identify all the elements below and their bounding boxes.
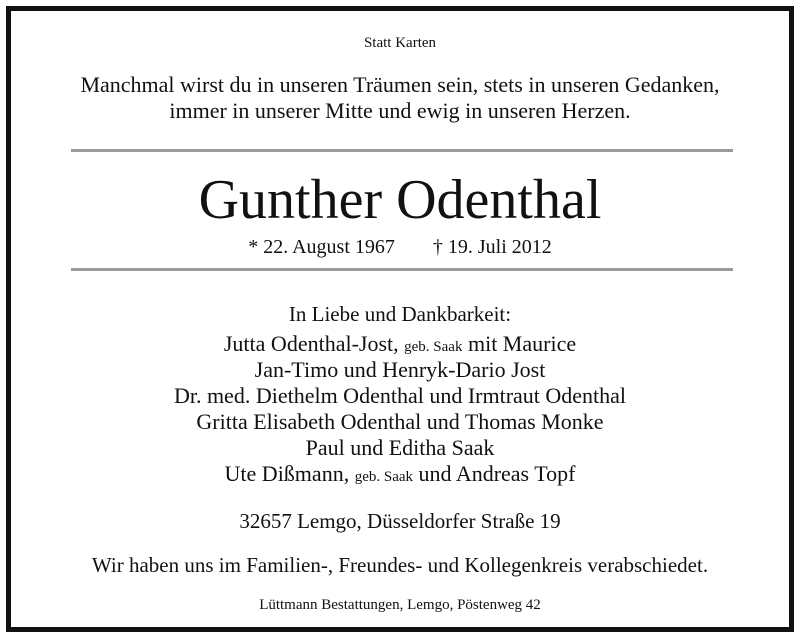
mourner-line: Gritta Elisabeth Odenthal und Thomas Monke: [196, 409, 604, 434]
life-dates: [11, 236, 789, 259]
deceased-name: Gunther Odenthal: [198, 169, 602, 231]
mourners-intro: In Liebe und Dankbarkeit:: [288, 302, 512, 326]
farewell-note: Wir haben uns im Familien-, Freundes- und Kollegenkreis verabschiedet.: [91, 553, 709, 577]
maiden-name-note: geb. Saak: [354, 469, 414, 485]
divider-bottom: [71, 268, 733, 271]
death-date: † 19. Juli 2012: [432, 236, 552, 258]
obituary-notice: [6, 6, 794, 632]
quote-line-1: Manchmal wirst du in unseren Träumen sein, stets in unseren Gedanken,: [80, 72, 720, 97]
mourner-line: Ute Dißmann, geb. Saak und Andreas Topf: [224, 461, 576, 486]
funeral-home-footer: Lüttmann Bestattungen, Lemgo, Pöstenweg 42: [259, 597, 541, 613]
mourner-line: Paul und Editha Saak: [305, 435, 495, 460]
mourner-line: Jutta Odenthal-Jost, geb. Saak mit Maurice: [223, 331, 577, 356]
mourner-line: Jan-Timo und Henryk-Dario Jost: [254, 357, 546, 382]
header-label: Statt Karten: [363, 35, 437, 51]
maiden-name-note: geb. Saak: [404, 339, 463, 355]
birth-date: * 22. August 1967: [248, 236, 395, 258]
address: 32657 Lemgo, Düsseldorfer Straße 19: [239, 509, 561, 533]
quote-line-2: immer in unserer Mitte und ewig in unseren Herzen.: [169, 98, 631, 123]
divider-top: [71, 149, 733, 152]
mourner-line: Dr. med. Diethelm Odenthal und Irmtraut Odenthal: [173, 383, 627, 408]
